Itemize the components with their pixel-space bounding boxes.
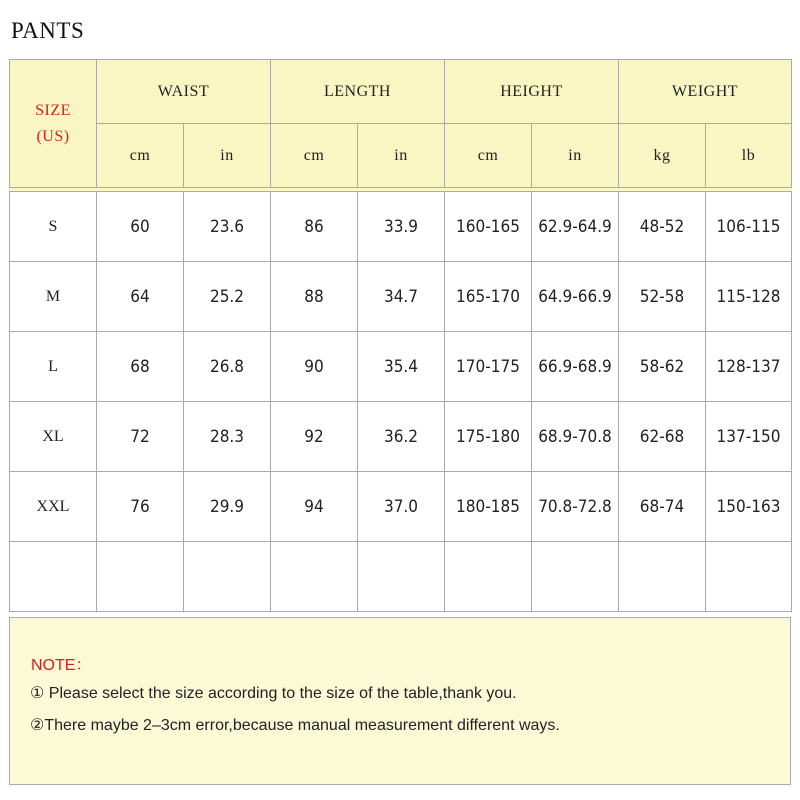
- size-cell: S: [10, 192, 97, 262]
- height-cm-cell: [445, 542, 532, 612]
- waist-in-cell: 28.3: [184, 402, 271, 472]
- weight-kg-cell: [619, 542, 706, 612]
- waist-in-cell: 23.6: [184, 192, 271, 262]
- weight-lb-cell: 115-128: [706, 262, 792, 332]
- size-unit-label: (US): [36, 127, 70, 145]
- length-cm-cell: 94: [271, 472, 358, 542]
- size-cell: L: [10, 332, 97, 402]
- height-in-cell: 70.8-72.8: [532, 472, 619, 542]
- waist-cm-cell: 68: [97, 332, 184, 402]
- height-cm-cell: 175-180: [445, 402, 532, 472]
- height-in-cell: [532, 542, 619, 612]
- weight-lb-cell: 137-150: [706, 402, 792, 472]
- height-cm-cell: 170-175: [445, 332, 532, 402]
- size-label: SIZE: [35, 101, 71, 119]
- length-in-cell: 37.0: [358, 472, 445, 542]
- unit-header: in: [358, 124, 445, 188]
- size-cell: M: [10, 262, 97, 332]
- table-row: [10, 332, 792, 402]
- waist-cm-cell: 72: [97, 402, 184, 472]
- height-cm-cell: 165-170: [445, 262, 532, 332]
- weight-kg-cell: 68-74: [619, 472, 706, 542]
- waist-cm-cell: 60: [97, 192, 184, 262]
- note-line-2: ②There maybe 2–3cm error,because manual measurement different ways.: [30, 717, 560, 734]
- length-header: LENGTH: [271, 60, 445, 124]
- length-in-cell: 36.2: [358, 402, 445, 472]
- table-row: [10, 402, 792, 472]
- height-cm-cell: 160-165: [445, 192, 532, 262]
- size-us-header: [10, 60, 97, 188]
- weight-kg-cell: 52-58: [619, 262, 706, 332]
- unit-header: in: [184, 124, 271, 188]
- note-title: NOTE：: [31, 657, 92, 674]
- length-in-cell: 34.7: [358, 262, 445, 332]
- length-cm-cell: 88: [271, 262, 358, 332]
- size-cell: [10, 542, 97, 612]
- unit-header: lb: [706, 124, 792, 188]
- table-row: [10, 192, 792, 262]
- length-cm-cell: 92: [271, 402, 358, 472]
- waist-cm-cell: 76: [97, 472, 184, 542]
- height-header: HEIGHT: [445, 60, 619, 124]
- waist-cm-cell: 64: [97, 262, 184, 332]
- note-line-1: ① Please select the size according to the size of the table,thank you.: [30, 685, 517, 702]
- unit-header: cm: [97, 124, 184, 188]
- length-in-cell: 33.9: [358, 192, 445, 262]
- weight-header: WEIGHT: [619, 60, 792, 124]
- waist-header: WAIST: [97, 60, 271, 124]
- height-in-cell: 62.9-64.9: [532, 192, 619, 262]
- weight-kg-cell: 48-52: [619, 192, 706, 262]
- weight-kg-cell: 58-62: [619, 332, 706, 402]
- waist-in-cell: 25.2: [184, 262, 271, 332]
- height-cm-cell: 180-185: [445, 472, 532, 542]
- unit-header: kg: [619, 124, 706, 188]
- size-cell: XL: [10, 402, 97, 472]
- weight-lb-cell: 150-163: [706, 472, 792, 542]
- length-cm-cell: 90: [271, 332, 358, 402]
- length-in-cell: [358, 542, 445, 612]
- unit-header: cm: [445, 124, 532, 188]
- size-table: [9, 59, 792, 612]
- table-row: [10, 542, 792, 612]
- waist-cm-cell: [97, 542, 184, 612]
- length-cm-cell: [271, 542, 358, 612]
- waist-in-cell: 29.9: [184, 472, 271, 542]
- weight-kg-cell: 62-68: [619, 402, 706, 472]
- height-in-cell: 66.9-68.9: [532, 332, 619, 402]
- height-in-cell: 64.9-66.9: [532, 262, 619, 332]
- table-row: [10, 472, 792, 542]
- waist-in-cell: [184, 542, 271, 612]
- page-title: PANTS: [11, 18, 85, 43]
- weight-lb-cell: [706, 542, 792, 612]
- unit-header: cm: [271, 124, 358, 188]
- size-cell: XXL: [10, 472, 97, 542]
- note-box: [9, 617, 791, 785]
- weight-lb-cell: 128-137: [706, 332, 792, 402]
- unit-header: in: [532, 124, 619, 188]
- table-row: [10, 262, 792, 332]
- height-in-cell: 68.9-70.8: [532, 402, 619, 472]
- weight-lb-cell: 106-115: [706, 192, 792, 262]
- waist-in-cell: 26.8: [184, 332, 271, 402]
- length-cm-cell: 86: [271, 192, 358, 262]
- length-in-cell: 35.4: [358, 332, 445, 402]
